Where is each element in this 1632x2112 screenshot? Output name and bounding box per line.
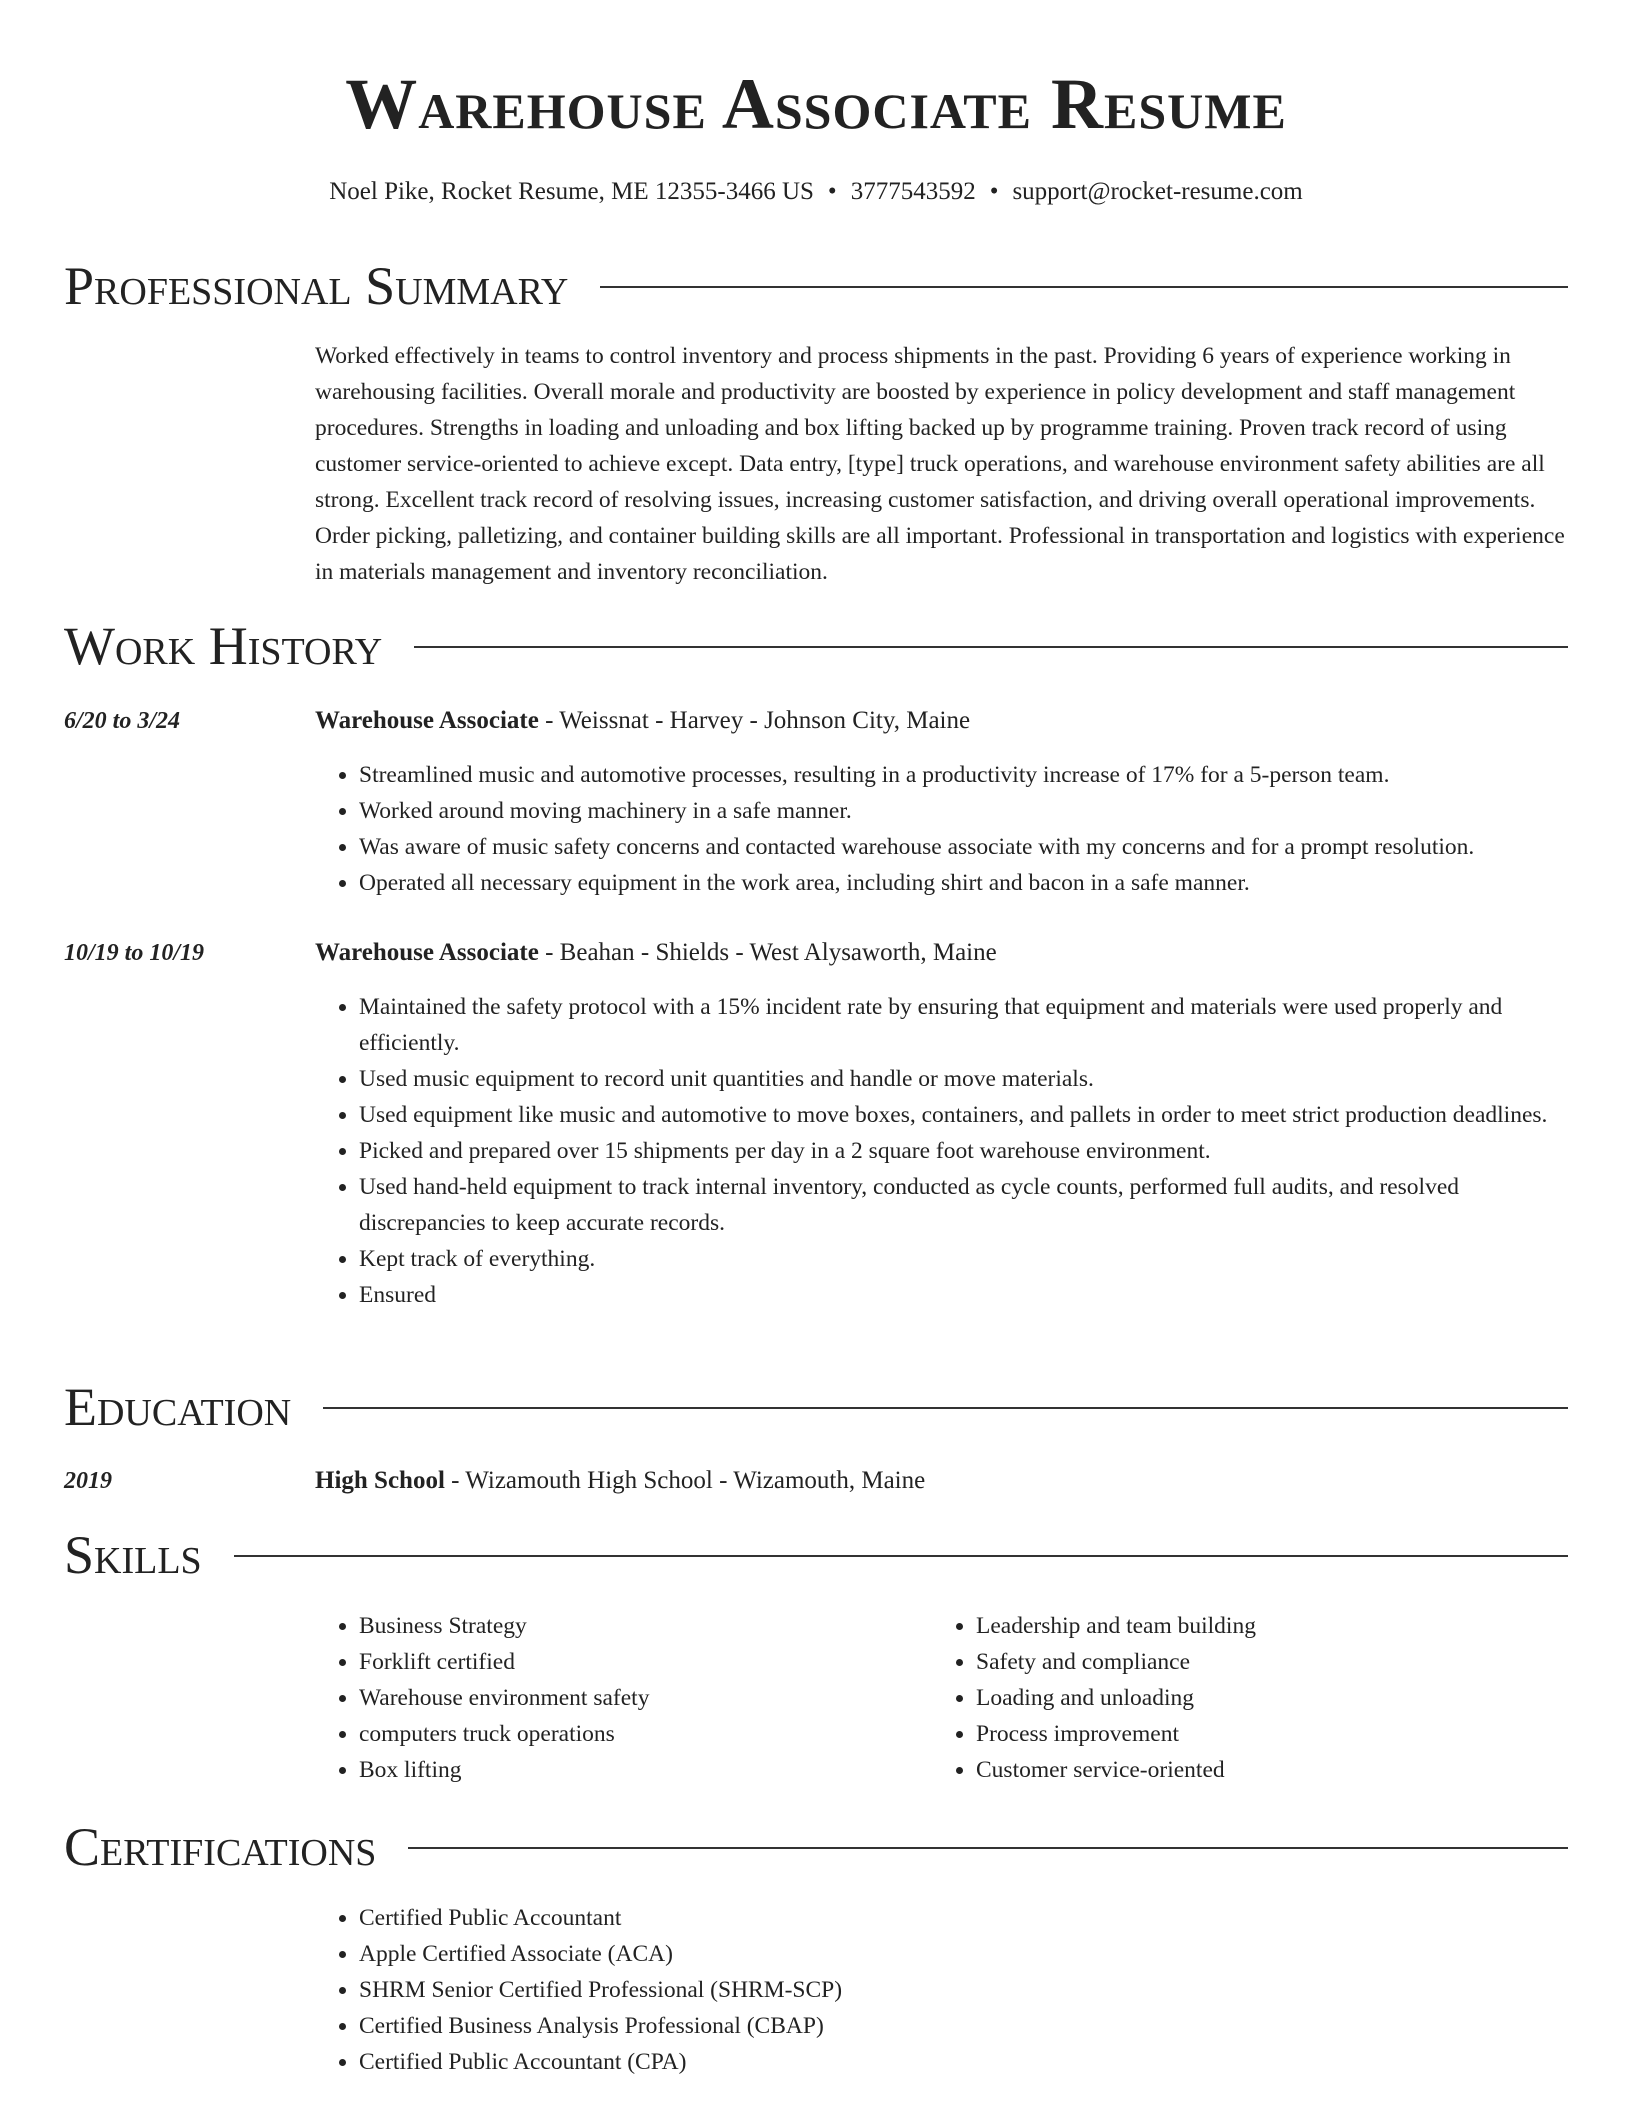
list-item: • computers truck operations [359, 1716, 1569, 1752]
list-item: • Leadership and team building [976, 1608, 1632, 1644]
list-item: • Kept track of everything. [359, 1241, 1569, 1277]
job-bullets [359, 757, 1569, 901]
list-item: • Used equipment like music and automotive to move boxes, containers, and pallets in order to meet strict production deadlines. [359, 1097, 1569, 1133]
section-skills [64, 1524, 1568, 1586]
list-item: • Box lifting [359, 1752, 1569, 1788]
job-heading [315, 705, 970, 737]
section-education [64, 1376, 1568, 1438]
list-item: • Certified Public Accountant [359, 1900, 1569, 1936]
section-heading: Work History [64, 616, 383, 676]
list-item: • Business Strategy [359, 1608, 1569, 1644]
job-details: - Weissnat - Harvey - Johnson City, Maine [538, 707, 971, 734]
contact-address: Noel Pike, Rocket Resume, ME 12355-3466 US [329, 178, 814, 205]
section-heading: Certifications [64, 1817, 377, 1877]
list-item: • Process improvement [976, 1716, 1632, 1752]
section-divider [414, 646, 1568, 648]
section-divider [600, 286, 1568, 288]
education-degree: High School [315, 1467, 445, 1494]
list-item: • Ensured [359, 1277, 1569, 1313]
job-details: - Beahan - Shields - West Alysaworth, Maine [538, 939, 997, 966]
contact-line [0, 176, 1632, 208]
section-professional-summary [64, 255, 1568, 317]
summary-text: Worked effectively in teams to control inventory and process shipments in the past. Providing 6 years of experience working in warehousing facilities. Overall morale and productivity are boosted by experience in policy development and staff management procedures. Strengths in loading and unloading and box lifting backed up by programme training. Proven track record of using customer service-oriented to achieve except. Data entry, [type] truck operations, and warehouse environment safety abilities are all strong. Excellent track record of resolving issues, increasing customer satisfaction, and driving overall operational improvements. Order picking, palletizing, and container building skills are all important. Professional in transportation and logistics with experience in materials management and inventory reconciliation. [315, 343, 1565, 585]
contact-email[interactable]: support@rocket-resume.com [1012, 178, 1303, 205]
list-item: • Certified Public Accountant (CPA) [359, 2044, 1569, 2080]
contact-separator: • [827, 178, 837, 205]
certifications-list [359, 1900, 1569, 2080]
section-divider [323, 1407, 1568, 1409]
list-item: • Used hand-held equipment to track internal inventory, conducted as cycle counts, performed full audits, and resolved discrepancies to keep accurate records. [359, 1169, 1569, 1241]
section-work-history [64, 615, 1568, 677]
contact-separator: • [989, 178, 999, 205]
job-title: Warehouse Associate [315, 707, 539, 734]
list-item: • Warehouse environment safety [359, 1680, 1569, 1716]
education-details: - Wizamouth High School - Wizamouth, Maine [444, 1467, 926, 1494]
list-item: • Was aware of music safety concerns and contacted warehouse associate with my concerns and for a prompt resolution. [359, 829, 1569, 865]
list-item: • Operated all necessary equipment in the work area, including shirt and bacon in a safe manner. [359, 865, 1569, 901]
job-heading [315, 937, 997, 969]
list-item: • Apple Certified Associate (ACA) [359, 1936, 1569, 1972]
section-divider [234, 1555, 1568, 1557]
skills-list-right [976, 1608, 1632, 1788]
list-item: • Streamlined music and automotive processes, resulting in a productivity increase of 17% for a 5-person team. [359, 757, 1569, 793]
section-certifications [64, 1816, 1568, 1878]
job-dates: 6/20 to 3/24 [64, 708, 181, 734]
list-item: • Customer service-oriented [976, 1752, 1632, 1788]
section-heading: Skills [64, 1525, 202, 1585]
section-heading: Education [64, 1377, 292, 1437]
list-item: • Loading and unloading [976, 1680, 1632, 1716]
contact-phone: 3777543592 [850, 178, 976, 205]
job-title: Warehouse Associate [315, 939, 539, 966]
list-item: • Picked and prepared over 15 shipments per day in a 2 square foot warehouse environment. [359, 1133, 1569, 1169]
list-item: • Forklift certified [359, 1644, 1569, 1680]
list-item: • Certified Business Analysis Professional (CBAP) [359, 2008, 1569, 2044]
list-item: • Used music equipment to record unit quantities and handle or move materials. [359, 1061, 1569, 1097]
list-item: • SHRM Senior Certified Professional (SHRM-SCP) [359, 1972, 1569, 2008]
job-bullets [359, 989, 1569, 1313]
list-item: • Safety and compliance [976, 1644, 1632, 1680]
job-dates: 10/19 to 10/19 [64, 940, 205, 966]
education-heading [315, 1465, 925, 1497]
section-heading: Professional Summary [64, 256, 569, 316]
resume-title: Warehouse Associate Resume [345, 64, 1287, 144]
section-divider [408, 1847, 1568, 1849]
list-item: • Maintained the safety protocol with a 15% incident rate by ensuring that equipment and materials were used properly and efficiently. [359, 989, 1569, 1061]
education-year: 2019 [64, 1468, 112, 1494]
list-item: • Worked around moving machinery in a safe manner. [359, 793, 1569, 829]
